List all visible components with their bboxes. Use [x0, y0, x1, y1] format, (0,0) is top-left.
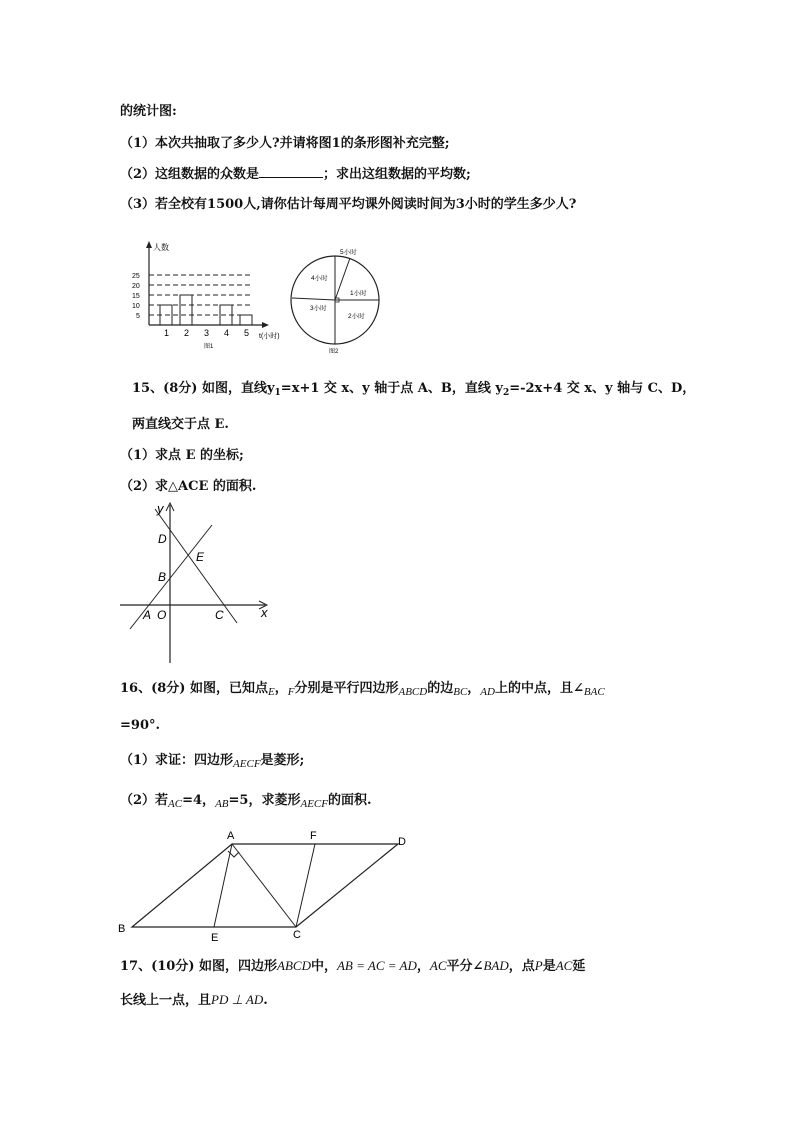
p16-line-2: =90°. — [120, 718, 161, 733]
svg-text:x: x — [261, 605, 268, 620]
svg-text:C: C — [293, 929, 301, 941]
pie-label: 2小时 — [348, 313, 365, 320]
p16-question-1: （1）求证：四边形$_{AECF}$是菱形; — [120, 753, 305, 770]
p17-line-2: 长线上一点，且PD ⊥ AD. — [120, 992, 268, 1008]
bar-y-tick: 20 — [132, 283, 140, 290]
bar — [180, 295, 192, 325]
bar-x-tick: 1 — [164, 328, 170, 338]
pie-label: 5小时 — [340, 249, 357, 256]
bar-y-tick: 15 — [132, 293, 140, 300]
p15-line-1: 15、(8分) 如图，直线$y_1=x+1$ 交 x、y 轴于点 A、B，直线 $y_2=-2x+4$ 交 x、y 轴与 C、D， — [132, 381, 696, 398]
bar-caption: 图1 — [204, 344, 214, 350]
svg-text:B: B — [118, 923, 126, 935]
svg-text:F: F — [310, 830, 317, 842]
diagonal-ac — [232, 844, 296, 927]
p15-line-2: 两直线交于点 E. — [132, 417, 229, 432]
question-1: （1）本次共抽取了多少人?并请将图1的条形图补充完整; — [120, 136, 450, 151]
answer-blank[interactable] — [259, 165, 323, 178]
p15-question-1: （1）求点 E 的坐标; — [120, 448, 244, 463]
bar-x-label: t(小时) — [259, 333, 280, 340]
p16-line-1: 16、(8分) 如图，已知点$_E$，$_F$分别是平行四边形$_{ABCD}$的边$_{BC}$，$_{AD}$上的中点，且$\angle_{BAC}$ — [120, 681, 605, 698]
question-2: （2）这组数据的众数是 ；求出这组数据的平均数; — [120, 167, 471, 182]
pie-caption: 图2 — [329, 349, 339, 355]
svg-text:E: E — [196, 550, 205, 564]
bar-y-tick: 25 — [132, 273, 140, 280]
p17-line-1: 17、(10分) 如图，四边形ABCD中，AB = AC = AD，AC平分∠BAD，点P是AC延 — [120, 958, 586, 974]
bar-y-label: 人数 — [153, 243, 169, 252]
svg-text:B: B — [158, 570, 167, 584]
line-y2 — [155, 509, 237, 623]
question-3: （3）若全校有1500人,请你估计每周平均课外阅读时间为3小时的学生多少人? — [120, 197, 577, 212]
intro-line: 的统计图: — [120, 104, 177, 119]
svg-text:E: E — [211, 932, 219, 944]
svg-text:A: A — [227, 830, 235, 842]
p16-question-2: （2）若$_{AC}$=4，$_{AB}$=5，求菱形$_{AECF}$的面积. — [120, 793, 372, 810]
bar-x-tick: 3 — [204, 328, 210, 338]
svg-text:D: D — [398, 836, 406, 848]
p15-question-2: （2）求△ACE 的面积. — [120, 479, 257, 494]
pie-label: 3小时 — [310, 305, 327, 312]
bar-y-tick: 5 — [136, 313, 140, 320]
bar-x-tick: 5 — [244, 328, 250, 338]
svg-text:y: y — [157, 501, 164, 516]
bar-x-tick: 2 — [184, 328, 190, 338]
svg-text:A: A — [143, 608, 152, 622]
parallelogram — [132, 844, 398, 927]
svg-text:D: D — [158, 532, 167, 546]
pie-label: 4小时 — [311, 275, 328, 282]
figure-16 — [112, 822, 412, 947]
bar — [240, 315, 252, 325]
bar-pie-figure — [124, 236, 386, 356]
svg-text:O: O — [157, 608, 167, 622]
pie-label: 1小时 — [350, 290, 367, 297]
figure-15 — [115, 497, 280, 667]
bar-x-tick: 4 — [224, 328, 230, 338]
svg-text:C: C — [215, 608, 224, 622]
bar-y-tick: 10 — [132, 303, 140, 310]
